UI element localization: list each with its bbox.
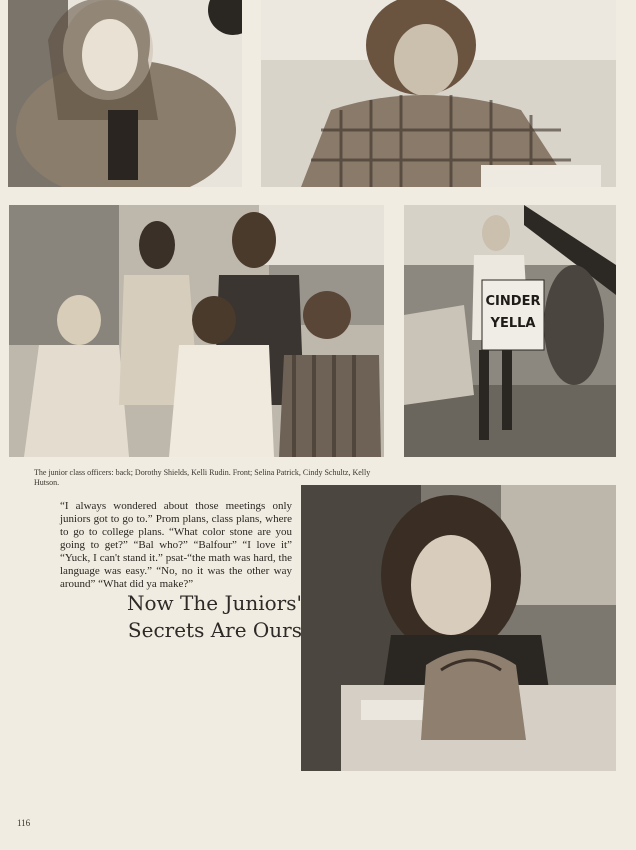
photo-girl-fur-collar bbox=[8, 0, 242, 187]
headline-line-2: Secrets Are Ours bbox=[127, 618, 302, 642]
photo-boy-plaid-shirt bbox=[261, 0, 616, 187]
svg-text:CINDER: CINDER bbox=[485, 294, 541, 309]
headline-line-1: Now The Juniors' bbox=[127, 591, 302, 615]
svg-text:YELLA: YELLA bbox=[490, 316, 536, 331]
photo-girl-with-purse bbox=[301, 485, 616, 771]
body-quote: “I always wondered about those meetings only juniors got to go to.” Prom plans, class plans, where to go to college plans. “What color stone are you going to get?” “Bal who?” “Balfour” “I love it” “Yuck, I can't stand it.” psat-“the math was hard, the language was easy.” “No, no it was the other way around” “What did ya make?” bbox=[60, 500, 292, 590]
photo-caption: The junior class officers: back; Dorothy Shields, Kelli Rudin. Front; Selina Patrick, Cindy Schultz, Kelly Hutson. bbox=[34, 468, 371, 487]
photo-cinder-yella-sign bbox=[404, 205, 616, 457]
photo-junior-class-officers bbox=[9, 205, 384, 457]
page-headline bbox=[92, 590, 302, 644]
page-number: 116 bbox=[17, 818, 31, 828]
